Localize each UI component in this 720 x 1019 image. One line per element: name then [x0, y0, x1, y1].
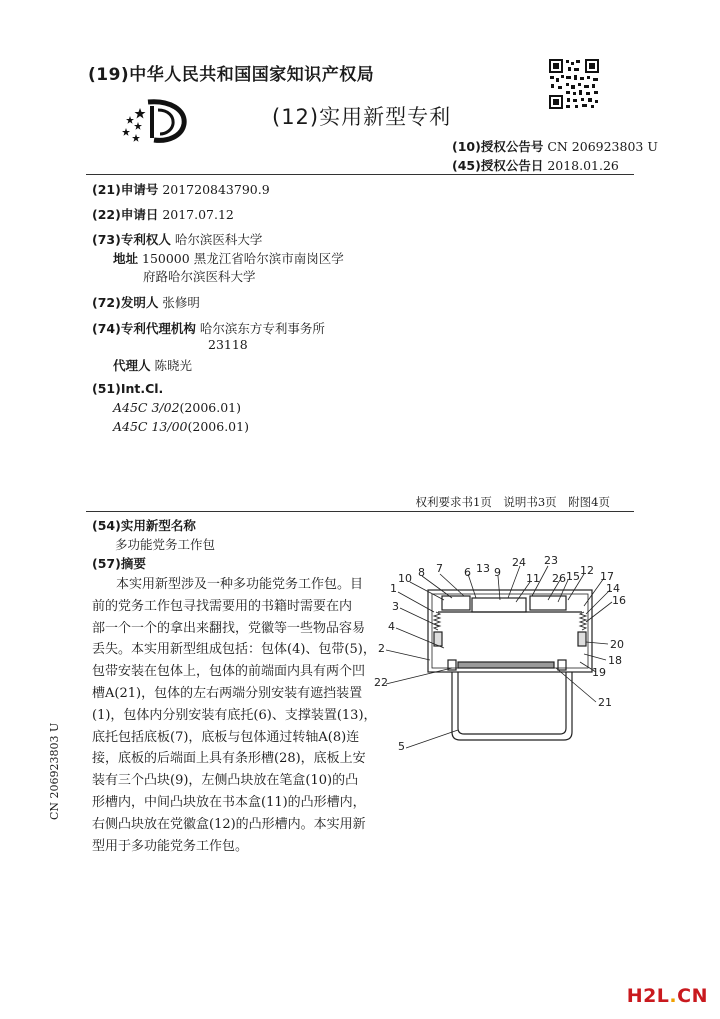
label-24: 24	[512, 556, 526, 569]
app-date: 2017.07.12	[162, 207, 234, 222]
grant-pub-no-label: (10)授权公告号	[452, 139, 544, 154]
ipc-1-year: (2006.01)	[179, 400, 241, 415]
label-9: 9	[494, 566, 501, 579]
field-app-no	[92, 180, 270, 198]
field-address	[113, 249, 344, 267]
label-3: 3	[392, 600, 399, 613]
agency-label: (74)专利代理机构	[92, 321, 196, 336]
inventor: 张修明	[162, 295, 200, 310]
field-ipc	[92, 381, 163, 396]
office-name: (19)中华人民共和国国家知识产权局	[88, 65, 375, 85]
body-divider	[86, 511, 634, 512]
abstract-line: 包带安装在包体上，包体的前端面内具有两个凹	[92, 664, 366, 680]
address-line1: 150000 黑龙江省哈尔滨市南岗区学	[142, 251, 344, 266]
agency: 哈尔滨东方专利事务所	[199, 321, 325, 336]
abstract-line: 底托包括底板(7)，底板与包体通过转轴A(8)连	[92, 729, 360, 745]
abstract-line: (1)，包体内分别安装有底托(6)、支撑装置(13)，	[92, 707, 377, 723]
ipc-label: (51)Int.Cl.	[92, 381, 164, 396]
patentee: 哈尔滨医科大学	[174, 232, 263, 247]
utility-title: 多功能党务工作包	[115, 537, 216, 552]
app-date-label: (22)申请日	[92, 207, 159, 222]
patent-drawing	[372, 552, 634, 762]
label-19: 19	[592, 666, 606, 679]
label-12: 12	[580, 564, 594, 577]
cnipa-logo-icon	[118, 98, 190, 146]
ipc-2-code: A45C 13/00	[113, 419, 188, 434]
field-agency	[92, 319, 325, 337]
abstract-label: (57)摘要	[92, 556, 146, 571]
grant-pub-no: CN 206923803 U	[547, 139, 658, 154]
label-1: 1	[390, 582, 397, 595]
label-8: 8	[418, 566, 425, 579]
label-21: 21	[598, 696, 612, 709]
field-app-date	[92, 205, 234, 223]
abstract-line: 右侧凸块放在党徽盒(12)的凸形槽内。本实用新	[92, 816, 366, 832]
header-divider	[86, 174, 634, 175]
abstract-text	[92, 574, 377, 857]
field-agent	[113, 356, 192, 374]
label-16: 16	[612, 594, 626, 607]
label-23: 23	[544, 554, 558, 567]
address-label: 地址	[113, 251, 139, 266]
label-14: 14	[606, 582, 620, 595]
agent: 陈晓光	[154, 358, 193, 373]
ipc-2	[113, 419, 249, 434]
ipc-2-year: (2006.01)	[187, 419, 249, 434]
abstract-line: 前的党务工作包寻找需要用的书籍时需要在内	[92, 598, 353, 614]
label-4: 4	[388, 620, 395, 633]
label-6: 6	[464, 566, 471, 579]
side-patent-number: CN 206923803 U	[48, 722, 61, 820]
patent-type: (12)实用新型专利	[272, 105, 452, 129]
label-17: 17	[600, 570, 614, 583]
label-18: 18	[608, 654, 622, 667]
abstract-line: 丢失。本实用新型组成包括：包体(4)、包带(5)，	[92, 642, 376, 658]
abstract-line: 形槽内，中间凸块放在书本盒(11)的凸形槽内，	[92, 794, 366, 810]
label-22: 22	[374, 676, 388, 689]
app-no: 201720843790.9	[162, 182, 270, 197]
agent-label: 代理人	[113, 358, 151, 373]
label-10: 10	[398, 572, 412, 585]
label-11: 11	[526, 572, 540, 585]
grant-pub-no-row	[452, 137, 658, 155]
address-line2: 府路哈尔滨医科大学	[143, 269, 256, 284]
h2l-watermark: H2L.CN	[626, 985, 708, 1007]
grant-pub-date-label: (45)授权公告日	[452, 158, 544, 173]
field-inventor	[92, 293, 200, 311]
abstract-line: 装有三个凸块(9)，左侧凸块放在笔盒(10)的凸	[92, 773, 359, 789]
abstract-line: 槽A(21)，包体的左右两端分别安装有遮挡装置	[92, 685, 363, 701]
inventor-label: (72)发明人	[92, 295, 159, 310]
abstract-line: 型用于多功能党务工作包。	[92, 838, 249, 854]
page-counts: 权利要求书1页 说明书3页 附图4页	[415, 495, 610, 509]
grant-pub-date: 2018.01.26	[547, 158, 619, 173]
label-2: 2	[378, 642, 385, 655]
abstract-line: 接，底板的后端面上具有条形槽(28)，底板上安	[92, 751, 366, 767]
field-patentee	[92, 230, 262, 248]
label-7: 7	[436, 562, 443, 575]
patentee-label: (73)专利权人	[92, 232, 171, 247]
ipc-1	[113, 400, 241, 415]
label-15: 15	[566, 570, 580, 583]
agency-code: 23118	[208, 337, 248, 352]
label-5: 5	[398, 740, 405, 753]
abstract-line: 本实用新型涉及一种多功能党务工作包。目	[116, 577, 364, 592]
app-no-label: (21)申请号	[92, 182, 159, 197]
grant-pub-date-row	[452, 156, 619, 174]
label-13: 13	[476, 562, 490, 575]
title-label: (54)实用新型名称	[92, 518, 196, 533]
qr-code-icon	[548, 58, 600, 110]
label-26: 26	[552, 572, 566, 585]
label-20: 20	[610, 638, 624, 651]
abstract-line: 部一个一个的拿出来翻找，党徽等一些物品容易	[92, 620, 366, 636]
ipc-1-code: A45C 3/02	[113, 400, 180, 415]
